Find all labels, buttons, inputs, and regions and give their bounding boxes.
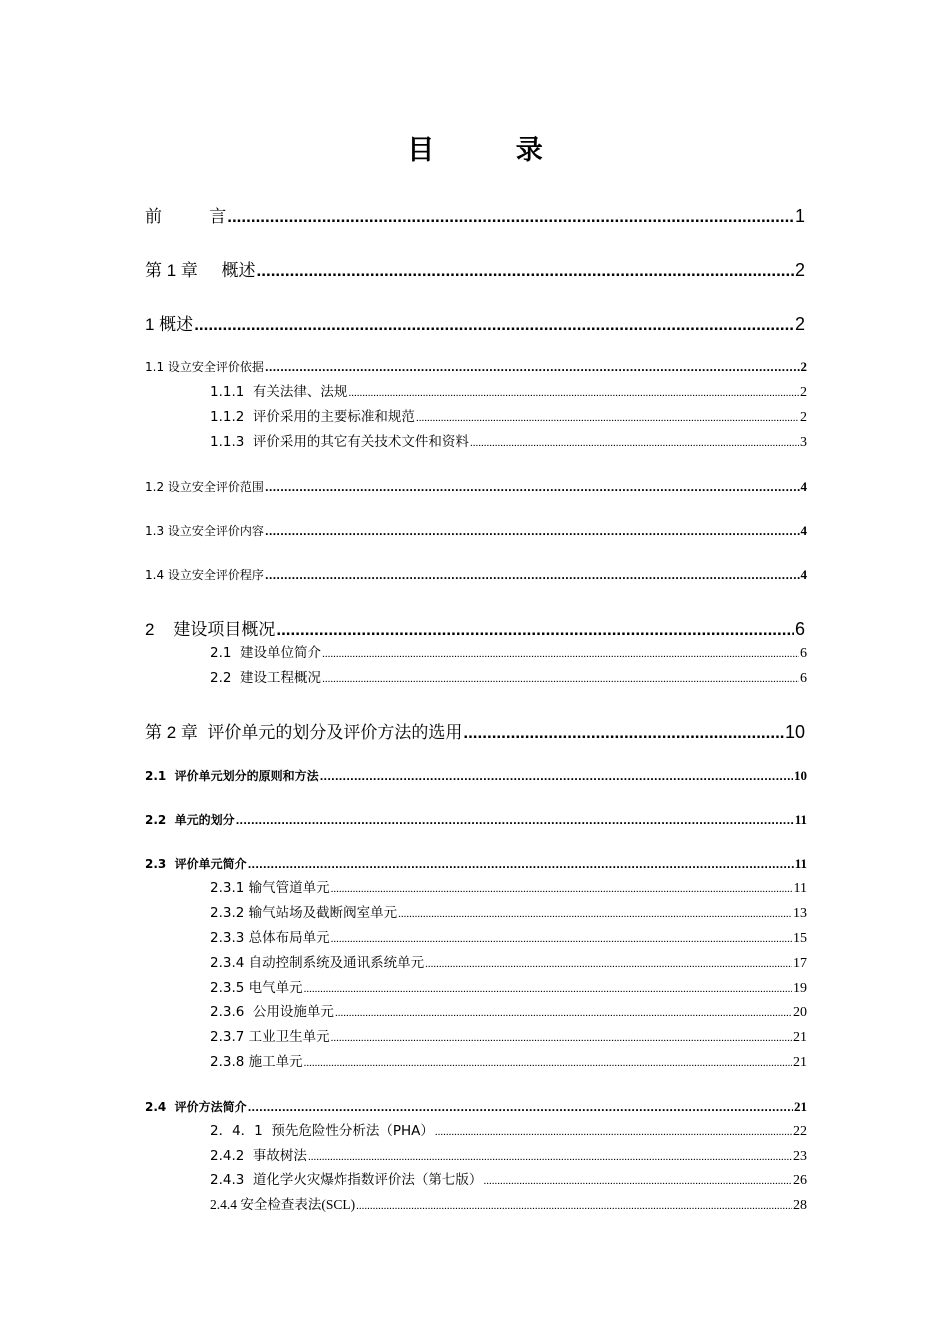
toc-entry[interactable]	[145, 767, 807, 787]
toc-entry[interactable]	[210, 1195, 807, 1216]
toc-entry[interactable]	[145, 811, 807, 831]
toc-entry-page: 11	[794, 856, 807, 871]
dot-leader	[320, 769, 793, 787]
dot-leader	[331, 879, 793, 899]
toc-entry[interactable]	[210, 878, 807, 899]
toc-entry[interactable]	[210, 1027, 807, 1048]
toc-entry-label: 2.3.4 自动控制系统及通讯系统单元	[210, 955, 425, 971]
toc-entry[interactable]	[210, 1170, 807, 1191]
toc-entry[interactable]	[145, 721, 805, 744]
dot-leader	[335, 1003, 792, 1023]
toc-entry-label: 2 建设项目概况	[145, 620, 276, 639]
toc-entry[interactable]	[210, 668, 807, 689]
toc-entry-page: 2	[800, 385, 807, 400]
toc-entry-page: 20	[793, 1005, 807, 1020]
dot-leader	[435, 1122, 792, 1142]
toc-entry-label: 2.2 建设工程概况	[210, 670, 322, 686]
toc-entry[interactable]	[145, 313, 805, 336]
toc-entry-page: 4	[800, 479, 807, 494]
dot-leader	[322, 644, 799, 664]
dot-leader	[348, 383, 799, 403]
toc-entry-label: 2.2 单元的划分	[145, 813, 235, 827]
dot-leader	[265, 524, 800, 542]
toc-entry[interactable]	[145, 522, 807, 542]
toc-title: 目 录	[407, 135, 579, 166]
toc-entry-page: 6	[800, 671, 807, 686]
toc-entry[interactable]	[145, 855, 807, 875]
toc-entry-label: 前 言	[145, 207, 227, 226]
dot-leader	[265, 480, 800, 498]
dot-leader	[356, 1196, 792, 1216]
toc-entry-page: 4	[800, 567, 807, 582]
toc-entry-label: 2.4.3 道化学火灾爆炸指数评价法（第七版）	[210, 1172, 483, 1188]
toc-entry-label: 2.3.8 施工单元	[210, 1054, 303, 1070]
toc-entry[interactable]	[210, 1052, 807, 1073]
toc-entry-page: 10	[784, 722, 805, 742]
toc-entry-page: 13	[793, 906, 807, 921]
dot-leader	[248, 1100, 793, 1118]
toc-entry[interactable]	[210, 928, 807, 949]
toc-entry[interactable]	[210, 1146, 807, 1167]
toc-entry-page: 23	[793, 1149, 807, 1164]
dot-leader	[276, 619, 794, 641]
toc-entry-label: 1 概述	[145, 315, 194, 334]
toc-entry-page: 11	[794, 812, 807, 827]
toc-entry-page: 6	[800, 646, 807, 661]
toc-entry-label: 2.3.7 工业卫生单元	[210, 1029, 330, 1045]
toc-entry[interactable]	[210, 978, 807, 999]
toc-entry-label: 2.1 建设单位简介	[210, 645, 322, 661]
toc-entry-label: 2．4．1 预先危险性分析法（PHA）	[210, 1123, 434, 1139]
dot-leader	[304, 979, 792, 999]
toc-entry-page: 2	[800, 410, 807, 425]
dot-leader	[470, 433, 799, 453]
toc-entry[interactable]	[145, 259, 805, 282]
toc-entry[interactable]	[145, 205, 805, 228]
toc-entry-label: 1.1 设立安全评价依据	[145, 360, 264, 374]
toc-entry[interactable]	[210, 407, 807, 428]
toc-entry-page: 2	[794, 260, 805, 280]
toc-entry-page: 6	[794, 619, 805, 639]
toc-entry-label: 第 1 章 概述	[145, 261, 256, 280]
dot-leader	[304, 1053, 792, 1073]
toc-entry-page: 2	[794, 314, 805, 334]
dot-leader	[331, 929, 792, 949]
toc-entry-label: 2.3.5 电气单元	[210, 980, 303, 996]
toc-entry[interactable]	[145, 478, 807, 498]
dot-leader	[463, 722, 784, 744]
dot-leader	[194, 314, 794, 336]
toc-entry[interactable]	[145, 1098, 807, 1118]
toc-entry-label: 1.2 设立安全评价范围	[145, 480, 264, 494]
toc-entry-page: 2	[800, 359, 807, 374]
toc-entry-page: 19	[793, 981, 807, 996]
toc-entry-page: 26	[793, 1173, 807, 1188]
toc-entry-label: 2.1 评价单元划分的原则和方法	[145, 769, 319, 783]
dot-leader	[308, 1147, 792, 1167]
dot-leader	[265, 568, 800, 586]
toc-entry[interactable]	[210, 903, 807, 924]
toc-entry[interactable]	[145, 358, 807, 378]
dot-leader	[416, 408, 799, 428]
toc-entry-label: 2.4.2 事故树法	[210, 1148, 307, 1164]
toc-entry-label: 2.4.4 安全检查表法(SCL)	[210, 1197, 356, 1212]
toc-entry-label: 第 2 章 评价单元的划分及评价方法的选用	[145, 723, 463, 742]
toc-entry[interactable]	[210, 1121, 807, 1142]
dot-leader	[398, 904, 792, 924]
toc-entry-label: 1.3 设立安全评价内容	[145, 524, 264, 538]
toc-entry[interactable]	[210, 432, 807, 453]
toc-entry-page: 10	[794, 768, 807, 783]
toc-entry[interactable]	[210, 382, 807, 403]
toc-entry[interactable]	[210, 1002, 807, 1023]
dot-leader	[236, 813, 794, 831]
toc-entry-page: 1	[794, 206, 805, 226]
toc-entry-label: 2.3.2 输气站场及截断阀室单元	[210, 905, 398, 921]
toc-entry-page: 15	[793, 931, 807, 946]
toc-entry-page: 22	[793, 1124, 807, 1139]
toc-entry-label: 1.1.2 评价采用的主要标准和规范	[210, 409, 415, 425]
toc-entry-label: 1.4 设立安全评价程序	[145, 568, 264, 582]
dot-leader	[331, 1028, 792, 1048]
toc-entry-page: 21	[793, 1055, 807, 1070]
toc-entry-label: 2.3.6 公用设施单元	[210, 1004, 334, 1020]
toc-entry-label: 2.3.3 总体布局单元	[210, 930, 330, 946]
toc-entry[interactable]	[210, 953, 807, 974]
toc-entry[interactable]	[145, 566, 807, 586]
toc-entry-label: 2.4 评价方法简介	[145, 1100, 247, 1114]
dot-leader	[322, 669, 799, 689]
toc-entry[interactable]	[210, 643, 807, 664]
dot-leader	[257, 260, 794, 282]
dot-leader	[248, 857, 794, 875]
toc-entry-page: 17	[793, 956, 807, 971]
toc-entry-label: 1.1.1 有关法律、法规	[210, 384, 348, 400]
dot-leader	[483, 1171, 792, 1191]
toc-entry-page: 21	[793, 1030, 807, 1045]
toc-entry-label: 1.1.3 评价采用的其它有关技术文件和资料	[210, 434, 469, 450]
toc-entry-page: 3	[800, 435, 807, 450]
dot-leader	[425, 954, 792, 974]
dot-leader	[265, 360, 800, 378]
toc-entry[interactable]	[145, 618, 805, 641]
toc-entry-page: 11	[793, 881, 807, 896]
toc-entry-label: 2.3.1 输气管道单元	[210, 880, 330, 896]
toc-entry-page: 4	[800, 523, 807, 538]
dot-leader	[227, 206, 794, 228]
toc-entry-page: 21	[794, 1099, 807, 1114]
toc-entry-page: 28	[793, 1198, 807, 1213]
toc-entry-label: 2.3 评价单元简介	[145, 857, 247, 871]
